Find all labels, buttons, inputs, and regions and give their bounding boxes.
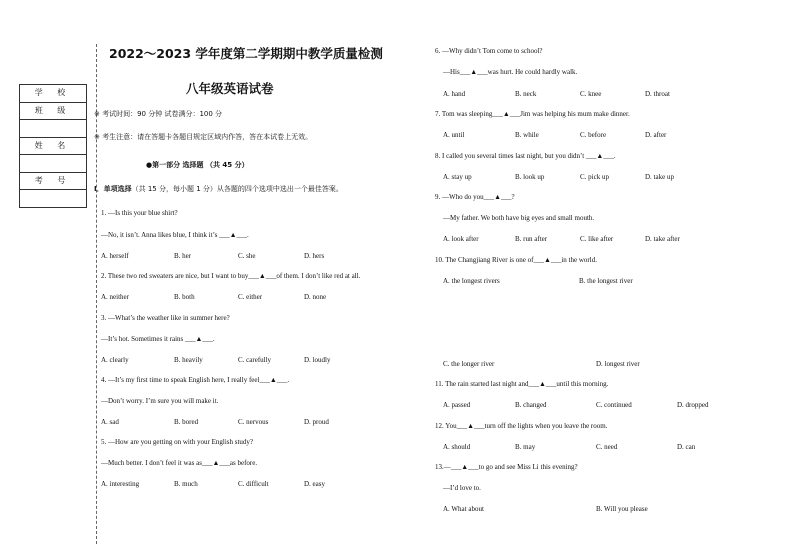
- option: C. carefully: [238, 356, 272, 364]
- question-line: 5. —How are you getting on with your English study?: [101, 438, 254, 446]
- question-line: 3. —What’s the weather like in summer here?: [101, 314, 230, 322]
- question-line: —Don’t worry. I’m sure you will make it.: [101, 397, 219, 405]
- blank-cell: [20, 190, 86, 208]
- section-heading: ●第一部分 选择题 （共 45 分）: [146, 161, 249, 169]
- option: C. the longer river: [443, 360, 495, 368]
- part-heading: [94, 185, 343, 194]
- option: A. clearly: [101, 356, 129, 364]
- exam-number-cell: 考 号: [20, 173, 86, 191]
- student-info-table: [19, 84, 87, 208]
- option: B. the longest river: [579, 277, 633, 285]
- option: D. take after: [645, 235, 680, 243]
- question-line: —His___▲___was hurt. He could hardly walk.: [443, 68, 578, 76]
- option: B. while: [515, 131, 539, 139]
- question-line: 9. —Who do you___▲___?: [435, 193, 515, 201]
- exam-subtitle: 八年级英语试卷: [186, 81, 274, 96]
- question-line: —Much better. I don’t feel it was as___▲___as before.: [101, 459, 258, 467]
- option: B. much: [174, 480, 198, 488]
- question-line: —I’d love to.: [443, 484, 481, 492]
- option: B. run after: [515, 235, 548, 243]
- option: C. continued: [596, 401, 632, 409]
- option: B. Will you please: [596, 505, 648, 513]
- option: A. passed: [443, 401, 471, 409]
- option: C. difficult: [238, 480, 269, 488]
- option: B. bored: [174, 418, 199, 426]
- exam-title: 2022～2023 学年度第二学期期中教学质量检测: [109, 46, 383, 61]
- question-line: 6. —Why didn’t Tom come to school?: [435, 47, 543, 55]
- option: D. throat: [645, 90, 670, 98]
- option: D. easy: [304, 480, 325, 488]
- option: B. neck: [515, 90, 537, 98]
- question-line: —No, it isn’t. Anna likes blue, I think it’s ___▲___.: [101, 231, 249, 239]
- school-cell: 学 校: [20, 85, 86, 103]
- question-line: 8. I called you several times last night, but you didn’t ___▲___.: [435, 152, 616, 160]
- exam-note-time: ※ 考试时间：90 分钟 试卷满分：100 分: [94, 110, 223, 118]
- option: A. interesting: [101, 480, 140, 488]
- name-cell: 姓 名: [20, 138, 86, 156]
- option: B. both: [174, 293, 195, 301]
- option: A. herself: [101, 252, 129, 260]
- question-line: —It’s hot. Sometimes it rains ___▲___.: [101, 335, 215, 343]
- option: B. heavily: [174, 356, 203, 364]
- question-line: 7. Tom was sleeping___▲___Jim was helping his mum make dinner.: [435, 110, 630, 118]
- option: D. none: [304, 293, 327, 301]
- question-line: 1. —Is this your blue shirt?: [101, 209, 178, 217]
- question-line: —My father. We both have big eyes and small mouth.: [443, 214, 595, 222]
- option: D. can: [677, 443, 696, 451]
- option: B. her: [174, 252, 192, 260]
- question-line: 13.—___▲___to go and see Miss Li this evening?: [435, 463, 578, 471]
- option: D. longest river: [596, 360, 640, 368]
- question-line: 11. The rain started last night and___▲___until this morning.: [435, 380, 609, 388]
- option: A. neither: [101, 293, 129, 301]
- part-description: （共 15 分，每小题 1 分）从各题的四个选项中选出一个最佳答案。: [131, 185, 343, 193]
- option: A. stay up: [443, 173, 472, 181]
- option: B. changed: [515, 401, 547, 409]
- exam-note-attention: ※ 考生注意：请在答题卡各题目规定区域内作答，答在本试卷上无效。: [94, 133, 313, 141]
- option: D. loudly: [304, 356, 331, 364]
- option: C. like after: [580, 235, 614, 243]
- option: A. look after: [443, 235, 479, 243]
- option: D. proud: [304, 418, 329, 426]
- option: A. hand: [443, 90, 466, 98]
- option: A. the longest rivers: [443, 277, 500, 285]
- option: D. hers: [304, 252, 325, 260]
- option: C. nervous: [238, 418, 269, 426]
- option: C. before: [580, 131, 607, 139]
- option: C. need: [596, 443, 618, 451]
- option: C. pick up: [580, 173, 609, 181]
- option: D. dropped: [677, 401, 709, 409]
- option: A. should: [443, 443, 471, 451]
- part-label: Ⅰ．单项选择: [94, 185, 132, 193]
- class-cell: 班 级: [20, 103, 86, 121]
- option: C. she: [238, 252, 256, 260]
- blank-cell: [20, 120, 86, 138]
- option: A. until: [443, 131, 465, 139]
- option: B. may: [515, 443, 536, 451]
- question-line: 4. —It’s my first time to speak English here, I really feel___▲___.: [101, 376, 290, 384]
- option: D. after: [645, 131, 667, 139]
- question-line: 2. These two red sweaters are nice, but I want to buy___▲___of them. I don’t like red at all.: [101, 272, 361, 280]
- option: A. sad: [101, 418, 119, 426]
- question-line: 10. The Changjiang River is one of___▲___in the world.: [435, 256, 597, 264]
- option: C. either: [238, 293, 263, 301]
- option: C. knee: [580, 90, 602, 98]
- question-line: 12. You___▲___turn off the lights when you leave the room.: [435, 422, 608, 430]
- option: D. take up: [645, 173, 674, 181]
- binding-line: [96, 44, 97, 544]
- option: B. look up: [515, 173, 545, 181]
- option: A. What about: [443, 505, 484, 513]
- blank-cell: [20, 155, 86, 173]
